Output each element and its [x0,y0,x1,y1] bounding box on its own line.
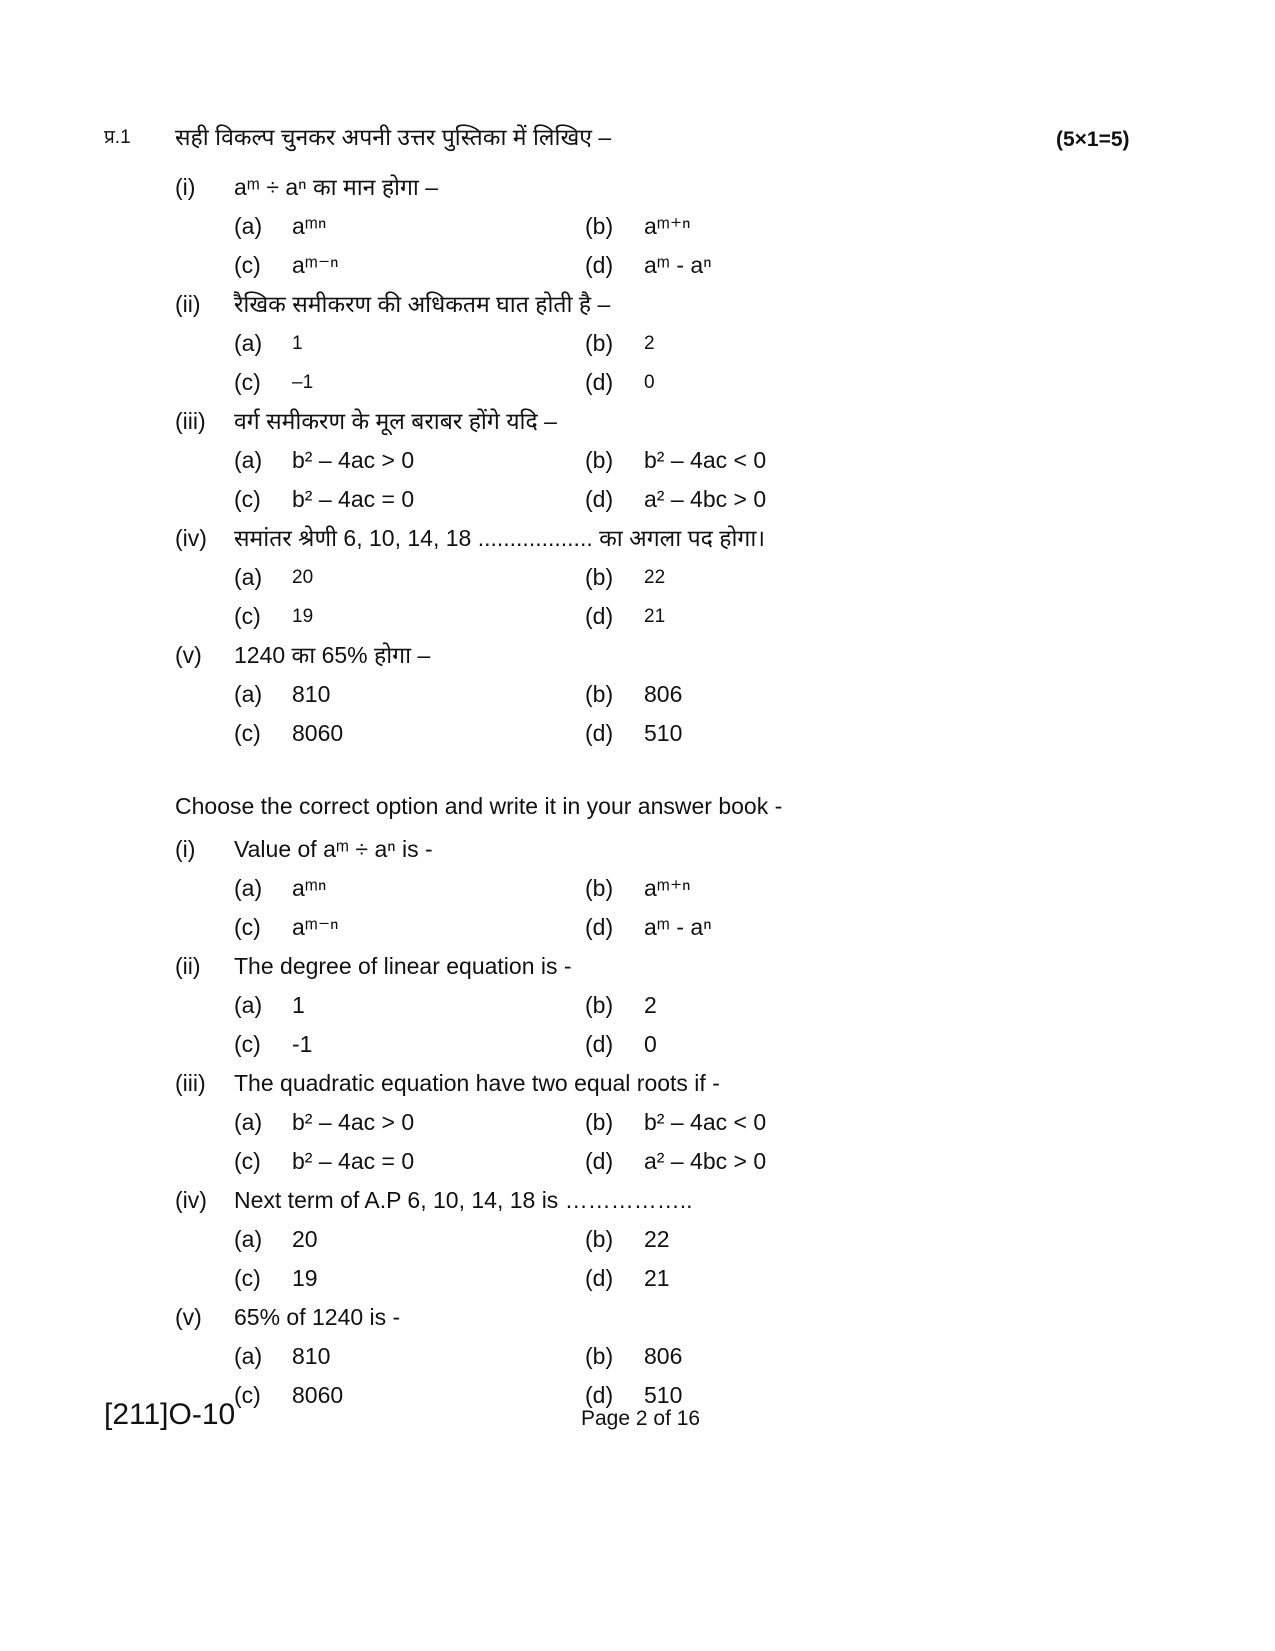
question-number-label: (i) [175,836,196,862]
option-label: (a) [234,875,263,901]
option-value: aᵐ - aⁿ [644,914,712,940]
option-label: (c) [234,369,261,395]
option-value: aᵐ - aⁿ [644,252,712,278]
option-value: -1 [292,1031,313,1057]
question-text: रैखिक समीकरण की अधिकतम घात होती है – [234,291,611,317]
option-label: (d) [585,252,614,278]
question-text: समांतर श्रेणी 6, 10, 14, 18 .................. का अगला पद होगा। [234,525,766,551]
option-label: (a) [234,447,263,473]
option-row [175,986,1175,1025]
option-value: 22 [644,567,666,588]
option-value: –1 [292,372,314,393]
option-value: b² – 4ac < 0 [644,447,767,473]
option-label: (d) [585,1148,614,1174]
question-row [175,402,1175,441]
option-value: 1 [292,992,305,1018]
option-label: (b) [585,213,614,239]
option-value: b² – 4ac > 0 [292,447,415,473]
option-value: aᵐⁿ [292,213,327,239]
option-row [175,908,1175,947]
option-value: a² – 4bc > 0 [644,1148,767,1174]
option-label: (c) [234,252,261,278]
option-value: 810 [292,681,331,707]
option-row [175,675,1175,714]
option-label: (a) [234,213,263,239]
option-value: aᵐ⁻ⁿ [292,914,339,940]
marks-label: (5×1=5) [1056,128,1130,151]
option-row [175,441,1175,480]
option-value: 19 [292,1265,318,1291]
option-row [175,207,1175,246]
option-label: (d) [585,369,614,395]
english-section [175,786,1175,1415]
option-value: 20 [292,567,314,588]
option-label: (b) [585,875,614,901]
option-value: 0 [644,1031,657,1057]
question-number-label: (iii) [175,408,206,434]
option-label: (c) [234,1265,261,1291]
option-label: (a) [234,681,263,707]
option-value: aᵐⁿ [292,875,327,901]
option-label: (a) [234,992,263,1018]
paper-code: [211]O-10 [104,1398,236,1431]
question-text: वर्ग समीकरण के मूल बराबर होंगे यदि – [234,408,557,434]
option-value: aᵐ⁺ⁿ [644,875,691,901]
question-row [175,947,1175,986]
question-row [175,168,1175,207]
option-label: (d) [585,1031,614,1057]
question-text: aᵐ ÷ aⁿ का मान होगा – [234,174,439,200]
option-value: 806 [644,1343,683,1369]
option-value: 510 [644,720,683,746]
option-value: 2 [644,333,655,354]
option-label: (a) [234,1343,263,1369]
option-value: 20 [292,1226,318,1252]
option-label: (d) [585,1382,614,1408]
question-number-label: (i) [175,174,196,200]
option-value: 810 [292,1343,331,1369]
question-text: Next term of A.P 6, 10, 14, 18 is …………….. [234,1187,693,1213]
question-text: The quadratic equation have two equal roots if - [234,1070,720,1096]
option-value: a² – 4bc > 0 [644,486,767,512]
question-row [175,1298,1175,1337]
option-label: (c) [234,1382,261,1408]
option-value: 22 [644,1226,670,1252]
option-label: (b) [585,330,614,356]
option-value: b² – 4ac > 0 [292,1109,415,1135]
option-row [175,1220,1175,1259]
question-text: Value of aᵐ ÷ aⁿ is - [234,836,433,862]
option-row [175,1142,1175,1181]
option-label: (d) [585,486,614,512]
question-number-label: (iv) [175,525,207,551]
option-row [175,363,1175,402]
option-value: aᵐ⁻ⁿ [292,252,339,278]
option-label: (a) [234,564,263,590]
option-value: 806 [644,681,683,707]
option-value: 8060 [292,720,344,746]
option-label: (c) [234,486,261,512]
option-label: (a) [234,1109,263,1135]
option-row [175,1259,1175,1298]
option-label: (b) [585,992,614,1018]
option-row [175,1025,1175,1064]
option-row [175,1337,1175,1376]
option-label: (b) [585,1226,614,1252]
question-text: 65% of 1240 is - [234,1304,401,1330]
question-text: 1240 का 65% होगा – [234,642,431,668]
question-number-label: (v) [175,1304,202,1330]
option-row [175,480,1175,519]
option-row [175,597,1175,636]
option-value: 2 [644,992,657,1018]
question-row [175,1181,1175,1220]
question-number-label: (ii) [175,291,201,317]
option-value: b² – 4ac < 0 [644,1109,767,1135]
question-number: प्र.1 [104,127,131,148]
option-row [175,869,1175,908]
option-label: (b) [585,1109,614,1135]
option-value: 8060 [292,1382,344,1408]
question-number-label: (iii) [175,1070,206,1096]
instruction-english: Choose the correct option and write it in your answer book - [175,793,783,819]
question-number-label: (ii) [175,953,201,979]
option-value: 1 [292,333,303,354]
option-row [175,246,1175,285]
option-label: (d) [585,720,614,746]
option-label: (c) [234,1148,261,1174]
option-row [175,714,1175,753]
option-label: (d) [585,603,614,629]
hindi-section [175,168,1175,753]
question-text: The degree of linear equation is - [234,953,572,979]
question-row [175,519,1175,558]
option-label: (c) [234,914,261,940]
option-value: 19 [292,606,314,627]
option-label: (b) [585,564,614,590]
option-row [175,1103,1175,1142]
question-row [175,285,1175,324]
question-row [175,830,1175,869]
option-value: 510 [644,1382,683,1408]
question-row [175,1064,1175,1103]
option-value: 21 [644,606,666,627]
option-label: (b) [585,1343,614,1369]
instruction-hindi: सही विकल्प चुनकर अपनी उत्तर पुस्तिका में लिखिए – [175,124,612,150]
option-label: (c) [234,1031,261,1057]
option-label: (a) [234,330,263,356]
question-number-label: (iv) [175,1187,207,1213]
option-value: b² – 4ac = 0 [292,486,415,512]
option-value: b² – 4ac = 0 [292,1148,415,1174]
option-value: 21 [644,1265,670,1291]
option-value: aᵐ⁺ⁿ [644,213,691,239]
option-label: (a) [234,1226,263,1252]
page-number: Page 2 of 16 [581,1407,701,1430]
option-value: 0 [644,372,655,393]
option-label: (c) [234,603,261,629]
option-row [175,324,1175,363]
option-label: (d) [585,914,614,940]
option-label: (b) [585,447,614,473]
option-label: (c) [234,720,261,746]
question-number-label: (v) [175,642,202,668]
option-label: (d) [585,1265,614,1291]
question-row [175,636,1175,675]
option-label: (b) [585,681,614,707]
option-row [175,558,1175,597]
